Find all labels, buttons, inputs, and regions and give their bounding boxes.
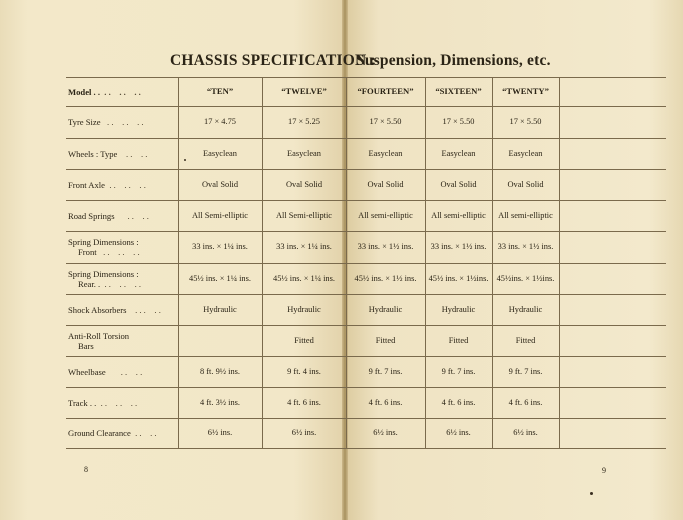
row-label: [68, 331, 176, 351]
table-cell: Easyclean: [508, 148, 543, 158]
row-label-text: Shock Absorbers: [68, 304, 127, 315]
row-label-text: Spring Dimensions :: [68, 237, 139, 247]
row-label-text: Anti-Roll Torsion: [68, 330, 130, 341]
table-cell: 9 ft. 7 ins.: [508, 366, 543, 376]
row-label-text: Model . .: [68, 86, 100, 97]
column-header: “TWELVE”: [281, 86, 327, 96]
table-rule: [66, 77, 666, 78]
table-cell: 6½ ins.: [207, 428, 233, 437]
leader-dots: . . . . . .: [100, 117, 144, 127]
table-cell: 4 ft. 3½ ins.: [199, 397, 240, 407]
table-cell: Fitted: [375, 335, 396, 345]
ink-speck: [184, 159, 186, 161]
table-rule: [66, 106, 666, 107]
table-cell: Easyclean: [368, 148, 403, 158]
leader-dots: . . . . . .: [99, 86, 141, 97]
table-cell: All semi-elliptic: [431, 210, 486, 220]
table-cell: 33 ins. × 1½ ins.: [357, 242, 414, 251]
table-cell: All Semi-elliptic: [191, 210, 249, 220]
table-column-rule: [178, 77, 179, 448]
table-cell: 45½ ins. × 1¼ ins.: [273, 273, 335, 283]
table-rule: [66, 418, 666, 419]
table-cell: Oval Solid: [440, 179, 477, 189]
table-cell: 33 ins. × 1½ ins.: [430, 242, 487, 251]
table-cell: 9 ft. 7 ins.: [441, 366, 476, 376]
table-cell: All Semi-elliptic: [275, 210, 333, 220]
table-cell: 17 × 5.50: [442, 117, 475, 126]
table-cell: 33 ins. × 1¼ ins.: [192, 242, 248, 251]
row-label-text: Road Springs: [68, 210, 115, 221]
row-label: [68, 269, 176, 289]
table-cell: Fitted: [448, 335, 469, 345]
leader-dots: . . . . . .: [105, 179, 146, 190]
table-cell: Easyclean: [441, 148, 476, 158]
table-cell: 45½ ins. × 1½ ins.: [354, 273, 417, 283]
table-column-rule: [262, 77, 263, 448]
page-number-right: 9: [602, 466, 606, 475]
table-cell: 4 ft. 6 ins.: [441, 397, 476, 407]
table-cell: Easyclean: [287, 148, 321, 158]
table-cell: Hydraulic: [368, 304, 403, 314]
row-label: [68, 149, 176, 159]
page-title-left: CHASSIS SPECIFICATION :: [170, 52, 376, 69]
ink-speck: [590, 492, 593, 495]
leader-dots: . . . .: [130, 428, 157, 438]
leader-dots: . . . . .: [126, 304, 161, 315]
row-label: [68, 117, 176, 127]
row-label: [68, 211, 176, 221]
table-cell: Fitted: [515, 335, 536, 345]
table-cell: 9 ft. 4 ins.: [287, 366, 321, 376]
table-rule: [66, 325, 666, 326]
table-cell: Hydraulic: [203, 304, 237, 314]
column-header: “TWENTY”: [502, 86, 549, 96]
leader-dots: . . . .: [117, 148, 148, 159]
row-label-text: Front Axle: [68, 179, 106, 190]
table-rule: [66, 200, 666, 201]
table-cell: 45½ ins. × 1½ins.: [428, 273, 489, 283]
table-column-rule: [559, 77, 560, 448]
table-cell: 9 ft. 7 ins.: [368, 366, 403, 376]
table-cell: 17 × 5.50: [509, 117, 542, 126]
leader-dots: . . . . . .: [96, 247, 140, 257]
table-cell: 4 ft. 6 ins.: [368, 397, 403, 407]
table-rule: [66, 263, 666, 264]
row-label: [68, 428, 176, 438]
table-cell: Oval Solid: [201, 179, 239, 189]
page-number-left: 8: [84, 465, 88, 474]
leader-dots: . . . .: [114, 210, 149, 221]
row-label-text: Ground Clearance: [68, 428, 131, 438]
column-header: “SIXTEEN”: [435, 86, 482, 96]
row-label-text: Wheels : Type: [68, 148, 118, 159]
table-column-rule: [346, 77, 347, 448]
table-cell: 45½ ins. × 1¼ ins.: [189, 273, 251, 283]
row-label-text: Wheelbase: [68, 366, 106, 377]
row-label: [68, 180, 176, 190]
table-cell: 6½ ins.: [513, 428, 538, 437]
table-cell: 4 ft. 6 ins.: [287, 397, 321, 407]
table-rule: [66, 231, 666, 232]
table-cell: All semi-elliptic: [358, 210, 413, 220]
row-label-text: Tyre Size: [68, 117, 101, 127]
table-cell: Oval Solid: [367, 179, 404, 189]
row-label: [68, 87, 176, 97]
table-rule: [66, 169, 666, 170]
leader-dots: . . . .: [105, 366, 143, 377]
table-cell: 4 ft. 6 ins.: [508, 397, 543, 407]
table-cell: Fitted: [294, 335, 314, 345]
column-header: “TEN”: [206, 86, 234, 96]
row-label-text: Track . .: [68, 397, 97, 408]
table-cell: 17 × 5.25: [288, 117, 320, 126]
table-rule: [66, 387, 666, 388]
table-cell: All semi-elliptic: [498, 210, 553, 220]
leader-dots: . . . . . .: [96, 397, 138, 408]
leader-dots: . . . . . .: [100, 278, 142, 289]
column-header: “FOURTEEN”: [357, 86, 414, 96]
table-cell: 17 × 5.50: [369, 117, 402, 126]
row-label: [68, 305, 176, 315]
table-cell: Hydraulic: [508, 304, 543, 314]
table-cell: 8 ft. 9½ ins.: [199, 366, 240, 376]
table-rule: [66, 294, 666, 295]
table-cell: 45½ins. × 1½ins.: [496, 273, 555, 283]
table-cell: Oval Solid: [507, 179, 544, 189]
row-label-subtext: Rear. .: [78, 278, 101, 289]
table-column-rule: [492, 77, 493, 448]
table-cell: Easyclean: [203, 148, 237, 158]
table-cell: 17 × 4.75: [204, 117, 236, 126]
table-cell: Hydraulic: [287, 304, 321, 314]
table-rule: [66, 448, 666, 449]
row-label-subtext: Front: [78, 247, 97, 257]
page-title-right: Suspension, Dimensions, etc.: [356, 52, 551, 69]
table-cell: 33 ins. × 1¼ ins.: [276, 242, 332, 251]
row-label-text: Spring Dimensions :: [68, 268, 139, 279]
table-cell: Hydraulic: [441, 304, 476, 314]
table-rule: [66, 138, 666, 139]
table-cell: 33 ins. × 1½ ins.: [497, 242, 554, 251]
table-rule: [66, 356, 666, 357]
table-cell: 6½ ins.: [373, 428, 398, 437]
table-column-rule: [425, 77, 426, 448]
table-cell: 6½ ins.: [291, 428, 317, 437]
table-cell: 6½ ins.: [446, 428, 471, 437]
row-label: [68, 237, 176, 257]
row-label-subtext: Bars: [78, 340, 94, 351]
row-label: [68, 367, 176, 377]
table-cell: Oval Solid: [285, 179, 323, 189]
row-label: [68, 398, 176, 408]
